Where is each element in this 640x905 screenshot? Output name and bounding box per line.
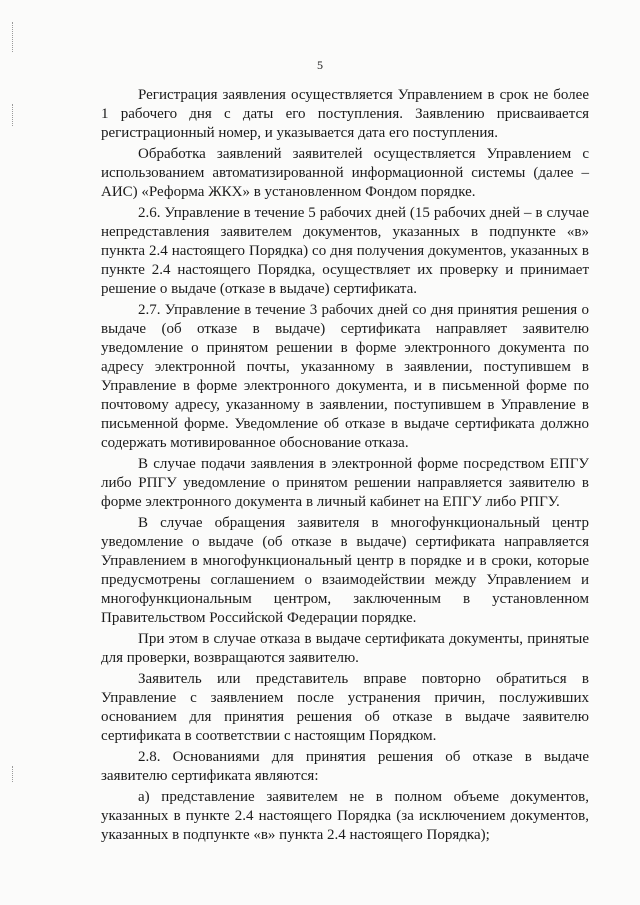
page-number: 5	[317, 58, 323, 72]
paragraph-mfc-notification: В случае обращения заявителя в многофункциональный центр уведомление о выдаче (об отказе в выдаче) сертификата направляется Управлением в многофункциональный центр в порядке и в сроки, которые предусмотрены соглашением о взаимодействии между Управлением и многофункциональным центром, заключенным в установленном Правительством Российской Федерации порядке.	[101, 515, 589, 626]
paragraph-2-8: 2.8. Основаниями для принятия решения об отказе в выдаче заявителю сертификата являются:	[101, 749, 589, 784]
paragraph-epgu-notification: В случае подачи заявления в электронной форме посредством ЕПГУ либо РПГУ уведомление о принятом решении направляется заявителю в форме электронного документа в личный кабинет на ЕПГУ либо РПГУ.	[101, 456, 589, 510]
paragraph-2-8-a: а) представление заявителем не в полном объеме документов, указанных в пункте 2.4 настоящего Порядка (за исключением документов, указанных в подпункте «в» пункта 2.4 настоящего Порядка);	[101, 789, 589, 843]
paragraph-2-6: 2.6. Управление в течение 5 рабочих дней (15 рабочих дней – в случае непредставления заявителем документов, указанных в подпункте «в» пункта 2.4 настоящего Порядка) со дня получения документов, указанных в пункте 2.4 настоящего Порядка, осуществляет их проверку и принимает решение о выдаче (отказе в выдаче) сертификата.	[101, 205, 589, 297]
paragraph-2-7: 2.7. Управление в течение 3 рабочих дней со дня принятия решения о выдаче (об отказе в выдаче) сертификата направляет заявителю уведомление о принятом решении в форме электронного документа по адресу электронной почты, указанному в заявлении, поступившем в Управление в форме электронного документа, и в письменной форме по почтовому адресу, указанному в заявлении, поступившем в Управление в письменной форме. Уведомление об отказе в выдаче сертификата должно содержать мотивированное обоснование отказа.	[101, 302, 589, 451]
paragraph-processing-ais: Обработка заявлений заявителей осуществляется Управлением с использованием автоматизированной информационной системы (далее – АИС) «Реформа ЖКХ» в установленном Фондом порядке.	[101, 146, 589, 200]
paragraph-documents-return: При этом в случае отказа в выдаче сертификата документы, принятые для проверки, возвращаются заявителю.	[101, 631, 589, 666]
scan-margin-mark	[12, 104, 16, 126]
document-body	[101, 86, 589, 847]
scan-margin-mark	[12, 766, 16, 782]
paragraph-repeat-application: Заявитель или представитель вправе повторно обратиться в Управление с заявлением после устранения причин, послуживших основанием для принятия решения об отказе в выдаче заявителю сертификата в соответствии с настоящим Порядком.	[101, 671, 589, 744]
scan-margin-mark	[12, 22, 16, 52]
paragraph-registration: Регистрация заявления осуществляется Управлением в срок не более 1 рабочего дня с даты его поступления. Заявлению присваивается регистрационный номер, и указывается дата его поступления.	[101, 87, 589, 141]
